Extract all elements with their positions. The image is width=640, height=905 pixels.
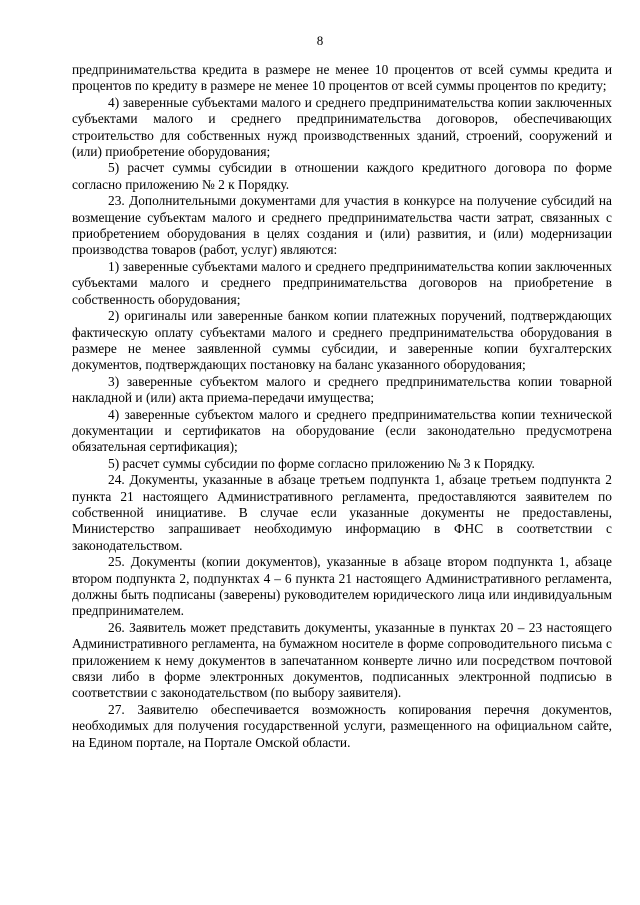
paragraph-clause-24: 24. Документы, указанные в абзаце третьем подпункта 1, абзаце третьем подпункта 2 пункта 21 настоящего Административного регламента, предоставляются заявителем по собственной инициативе. В случае если указанные документы не предоставлены, Министерство запрашивает необходимую информацию в ФНС в соответствии с законодательством. [72, 472, 612, 553]
paragraph-clause-23-item-3: 3) заверенные субъектом малого и среднего предпринимательства копии товарной накладной и (или) акта приема-передачи имущества; [72, 373, 612, 406]
paragraph-item-4-construction: 4) заверенные субъектами малого и среднего предпринимательства копии заключенных субъектами малого и среднего предпринимательства договоров, обеспечивающих строительство для собственных нужд производственных зданий, строений, сооружений и (или) приобретение оборудования; [72, 94, 612, 160]
paragraph-clause-27: 27. Заявителю обеспечивается возможность копирования перечня документов, необходимых для получения государственной услуги, размещенного на официальном сайте, на Едином портале, на Портале Омской области. [72, 701, 612, 750]
paragraph-clause-23-item-1: 1) заверенные субъектами малого и среднего предпринимательства копии заключенных субъектами малого и среднего предпринимательства договоров на приобретение в собственность оборудования; [72, 258, 612, 307]
document-body [72, 62, 612, 751]
paragraph-clause-23-item-5: 5) расчет суммы субсидии по форме согласно приложению № 3 к Порядку. [108, 455, 535, 471]
paragraph-item-5-subsidy-calc: 5) расчет суммы субсидии в отношении каждого кредитного договора по форме согласно приложению № 2 к Порядку. [72, 160, 612, 192]
paragraph-clause-26: 26. Заявитель может представить документы, указанные в пунктах 20 – 23 настоящего Административного регламента, на бумажном носителе в форме сопроводительного письма с приложением к нему документов в запечатанном конверте лично или посредством почтовой связи либо в форме электронных документов, подписанных электронной подписью в соответствии с законодательством (по выбору заявителя). [72, 619, 612, 701]
paragraph-clause-23-item-2: 2) оригиналы или заверенные банком копии платежных поручений, подтверждающих фактическую оплату субъектами малого и среднего предпринимательства оборудования в размере не менее заявленной суммы субсидии, и заверенные копии бухгалтерских документов, подтверждающих постановку на баланс указанного оборудования; [72, 308, 612, 373]
page-number: 8 [316, 33, 324, 48]
paragraph-clause-25: 25. Документы (копии документов), указанные в абзаце втором подпункта 1, абзаце втором подпункта 2, подпунктах 4 – 6 пункта 21 настоящего Административного регламента, должны быть подписаны (заверены) руководителем юридического лица или индивидуальным предпринимателем. [72, 554, 612, 619]
paragraph-clause-23: 23. Дополнительными документами для участия в конкурсе на получение субсидий на возмещение субъектам малого и среднего предпринимательства части затрат, связанных с приобретением оборудования в целях создания и (или) развития, и (или) модернизации производства товаров (работ, услуг) являются: [72, 193, 612, 258]
paragraph-continuation: предпринимательства кредита в размере не менее 10 процентов от всей суммы кредита и процентов по кредиту в размере не менее 10 процентов от всей суммы процентов по кредиту; [72, 62, 612, 94]
paragraph-clause-23-item-4: 4) заверенные субъектом малого и среднего предпринимательства копии технической документации и сертификатов на оборудование (если законодательно предусмотрена обязательная сертификация); [72, 406, 612, 455]
